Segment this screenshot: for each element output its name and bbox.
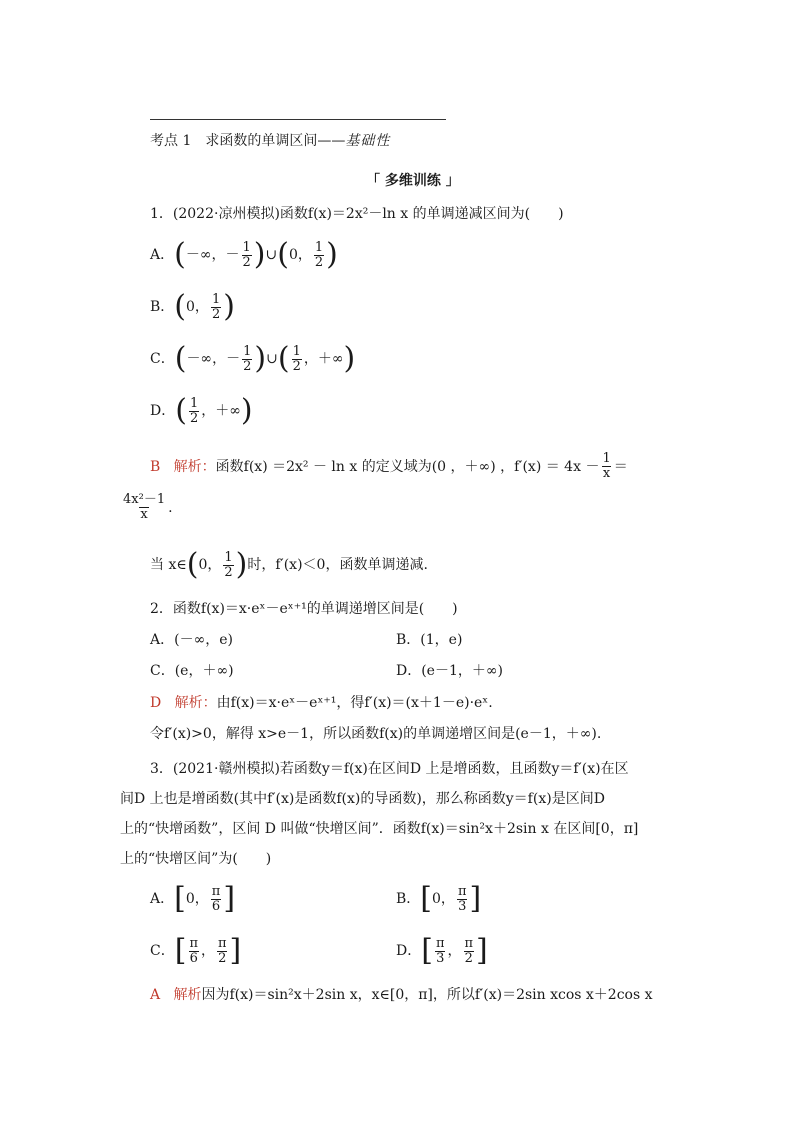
q3-stem-line4: 上的“快增区间”为( )	[120, 851, 272, 867]
q2-option-b: B．(1，e)	[396, 632, 463, 648]
q2-stem: 2．函数f(x)＝x·eˣ－eˣ⁺¹的单调递增区间是( )	[150, 601, 458, 617]
q3-option-d: D． [ $\frac{\pi}{3}$ ， $\frac{\pi}{2}$ ]	[396, 933, 488, 968]
q3-stem-line1: 3．(2021·赣州模拟)若函数y＝f(x)在区间D 上是增函数，且函数y＝f′(x)在区	[150, 761, 629, 777]
top-rule	[150, 119, 446, 120]
q3-stem-line3: 上的“快增函数”，区间 D 叫做“快增区间”．函数f(x)＝sin²x＋2sin x 在区间[0，π]	[120, 821, 639, 837]
q3-option-b: B． [ 0， $\frac{\pi}{3}$ ]	[396, 881, 482, 916]
q2-analysis-conclusion: 令f′(x)>0，解得 x>e－1，所以函数f(x)的单调递增区间是(e－1，＋∞).	[150, 726, 602, 742]
q2-analysis: D 解析：由f(x)＝x·eˣ－eˣ⁺¹，得f′(x)＝(x＋1－e)·eˣ.	[150, 695, 493, 711]
q1-option-b: B． ( 0， $\frac{1}{2}$ )	[150, 289, 235, 324]
q1-option-c: C． ( －∞， － $\frac{1}{2}$ ) ∪ ( $\frac{1}{2}$ ， ＋∞ )	[150, 341, 356, 376]
q2-option-a: A．(－∞，e)	[150, 632, 233, 648]
q1-analysis: B 解析： 函数f(x) ＝2x² － ln x 的定义域为(0 ，＋∞) ，f′(x) ＝ 4x － $\frac{1}{x}$ ＝	[150, 451, 628, 481]
q3-stem-line2: 间D 上也是增函数(其中f′(x)是函数f(x)的导函数)，那么称函数y＝f(x)是区间D	[120, 791, 605, 807]
q1-analysis-conclusion: 当 x∈ ( 0， $\frac{1}{2}$ ) 时，f′(x)＜0，函数单调递减.	[150, 547, 428, 582]
q1-stem: 1．(2022·凉州模拟)函数f(x)＝2x²－ln x 的单调递减区间为( )	[150, 206, 564, 222]
q1-option-a: A． ( －∞， － $\frac{1}{2}$ ) ∪ ( 0， $\frac{1}{2}$ )	[150, 237, 338, 272]
section-title: 考点 1 求函数的单调区间——基础性	[150, 133, 391, 149]
q2-option-c: C．(e，＋∞)	[150, 663, 234, 679]
training-heading: 「 多维训练 」	[366, 173, 460, 189]
q3-option-a: A． [ 0， $\frac{\pi}{6}$ ]	[150, 881, 236, 916]
q2-option-d: D．(e－1，＋∞)	[396, 663, 504, 679]
q1-option-d: D． ( $\frac{1}{2}$ ， ＋∞ )	[150, 393, 253, 428]
q3-option-c: C． [ $\frac{\pi}{6}$ ， $\frac{\pi}{2}$ ]	[150, 933, 242, 968]
q1-analysis-fraction: $\frac{\text{4x²－1}}{x}$ .	[123, 492, 173, 522]
q3-analysis: A 解析因为f(x)＝sin²x＋2sin x，x∈[0，π]，所以f′(x)＝2sin xcos x＋2cos x	[150, 987, 653, 1003]
